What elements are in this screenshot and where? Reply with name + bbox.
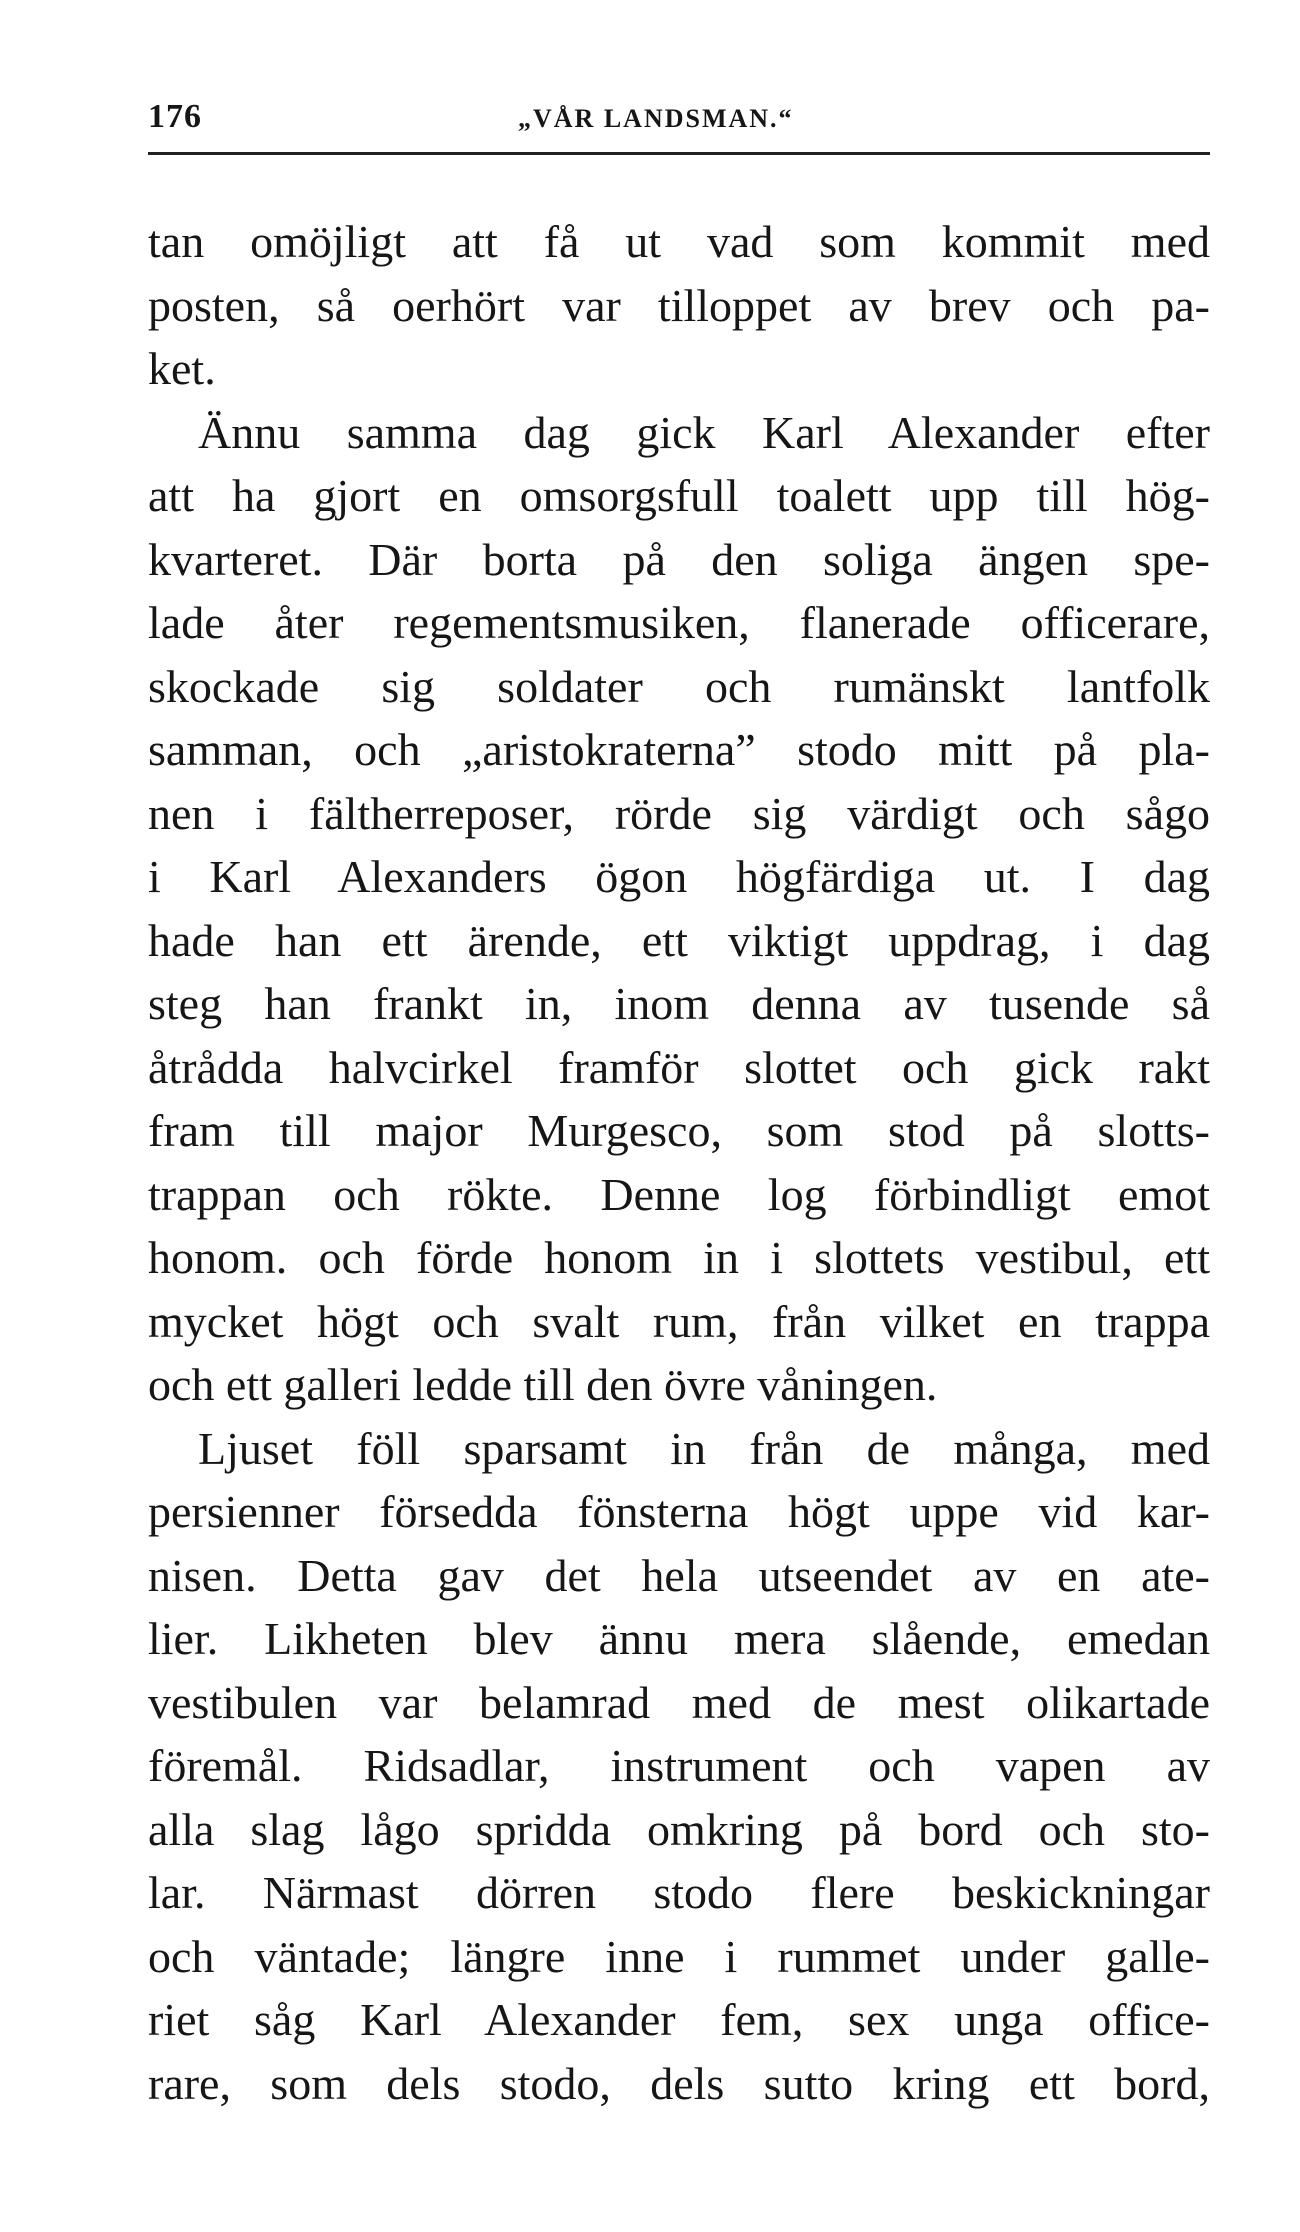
text-line: att ha gjort en omsorgsfull toalett upp till hög-: [148, 470, 1210, 521]
text-line: riet såg Karl Alexander fem, sex unga officе-: [148, 1994, 1210, 2045]
text-line: lar. Närmast dörren stodo flere beskickningar: [148, 1867, 1210, 1918]
text-line: persienner försedda fönsterna högt uppe vid kar-: [148, 1486, 1210, 1537]
text-line: ket.: [148, 343, 216, 394]
text-line: Ännu samma dag gick Karl Alexander efter: [198, 406, 1210, 458]
text-line: föremål. Ridsadlar, instrument och vapen av: [148, 1740, 1210, 1791]
text-line: samman, och „aristokraterna” stodo mitt på pla-: [148, 724, 1210, 775]
text-line: alla slag lågo spridda omkring på bord och sto-: [148, 1803, 1210, 1855]
text-line: posten, så oerhört var tilloppet av brev och pa-: [148, 279, 1210, 331]
text-line: tan omöjligt att få ut vad som kommit med: [148, 216, 1210, 267]
running-head: [148, 98, 1210, 148]
text-line: i Karl Alexanders ögon högfärdiga ut. I dag: [148, 851, 1210, 902]
text-line: honom. och förde honom in i slottets vestibul, ett: [148, 1232, 1210, 1283]
text-line: trappan och rökte. Denne log förbindligt emot: [148, 1168, 1210, 1220]
header-rule: [148, 152, 1210, 155]
text-line: rare, som dels stodo, dels sutto kring ett bord,: [148, 2057, 1210, 2109]
text-line: lier. Likheten blev ännu mera slående, emedan: [148, 1613, 1210, 1664]
page-number: 176: [148, 98, 202, 135]
text-line: nisen. Detta gav det hela utseendet av en ate-: [148, 1549, 1210, 1601]
text-line: kvarteret. Där borta på den soliga ängen spe-: [148, 533, 1210, 585]
text-line: och ett galleri ledde till den övre våningen.: [148, 1359, 938, 1410]
text-line: hade han ett ärende, ett viktigt uppdrag, i dag: [148, 914, 1210, 966]
text-line: och väntade; längre inne i rummet under galle-: [148, 1930, 1210, 1982]
running-title: „VÅR LANDSMAN.“: [518, 104, 794, 133]
text-line: åtrådda halvcirkel framför slottet och gick rakt: [148, 1041, 1210, 1093]
text-line: fram till major Murgesco, som stod på slotts-: [148, 1105, 1210, 1156]
text-line: mycket högt och svalt rum, från vilket en trappa: [148, 1295, 1210, 1347]
text-line: vestibulen var belamrad med de mest olikartade: [148, 1676, 1210, 1728]
text-line: Ljuset föll sparsamt in från de många, med: [198, 1422, 1210, 1474]
text-line: skockade sig soldater och rumänskt lantfolk: [148, 660, 1210, 712]
text-line: steg han frankt in, inom denna av tusende så: [148, 978, 1210, 1029]
body-text: [148, 210, 1210, 2115]
text-line: nen i fältherreposer, rörde sig värdigt och sågo: [148, 787, 1210, 839]
text-line: lade åter regementsmusiken, flanerade officerare,: [148, 597, 1210, 648]
